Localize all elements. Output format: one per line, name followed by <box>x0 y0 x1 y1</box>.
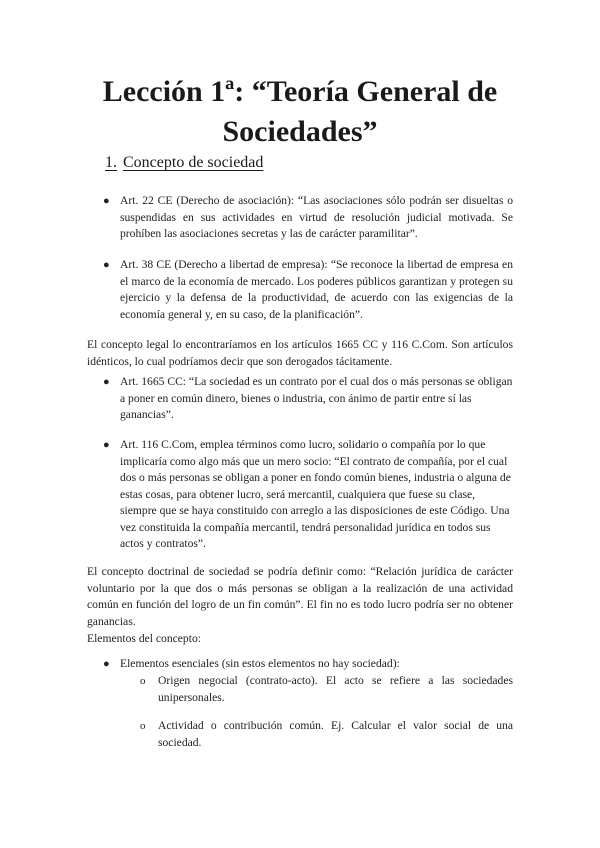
bullet-marker: ● <box>103 376 110 388</box>
section-heading <box>105 153 263 173</box>
bullet-art-116-ccom: Art. 116 C.Com, emplea términos como lucro, solidario o compañía por lo que implicaría como algo más que un mero socio: “El contrato de compañía, por el cual dos o más personas se obligan a poner en fondo común bienes, industria o alguna de estas cosas, para obtener lucro, será mercantil, cualquiera que fuese su clase, siempre que se haya constituido con arreglo a las disposiciones de este Código. Una vez constituida la compañía mercantil, tendrá personalidad jurídica en todos sus actos y contratos”. <box>120 438 511 550</box>
bullet-marker: ● <box>103 439 110 451</box>
bullet-art-1665-cc: Art. 1665 CC: “La sociedad es un contrato por el cual dos o más personas se obligan a poner en común dinero, bienes o industria, con ánimo de partir entre sí las ganancias”. <box>120 375 513 421</box>
paragraph-elementos: Elementos del concepto: <box>87 632 201 645</box>
sub-item-actividad-comun: Actividad o contribución común. Ej. Calcular el valor social de una sociedad. <box>158 719 513 749</box>
page-title: Lección 1ª: “Teoría General de Sociedades” <box>102 75 498 148</box>
sub-item-origen-negocial: Origen negocial (contrato-acto). El acto se refiere a las sociedades unipersonales. <box>158 674 513 704</box>
bullet-marker: ● <box>103 658 110 670</box>
paragraph-concepto-doctrinal: El concepto doctrinal de sociedad se podría definir como: “Relación jurídica de carácter voluntario por la que dos o más personas se obligan a la realización de una actividad común en función del logro de un fin común”. El fin no es todo lucro podría ser no obtener ganancias. <box>87 565 513 628</box>
bullet-elementos-esenciales: Elementos esenciales (sin estos elementos no hay sociedad): <box>120 657 400 670</box>
bullet-marker: ● <box>103 195 110 207</box>
bullet-art-22-ce: Art. 22 CE (Derecho de asociación): “Las asociaciones sólo podrán ser disueltas o suspendidas en sus actividades en virtud de resolución judicial motivada. Se prohíben las asociaciones secretas y las de carácter paramilitar”. <box>120 194 513 240</box>
section-label: Concepto de sociedad <box>123 154 264 171</box>
bullet-marker: ● <box>103 259 110 271</box>
bullet-art-38-ce: Art. 38 CE (Derecho a libertad de empresa): “Se reconoce la libertad de empresa en el marco de la economía de mercado. Los poderes públicos garantizan y protegen su ejercicio y la defensa de la productividad, de acuerdo con las exigencias de la economía general y, en su caso, de la planificación”. <box>120 258 513 321</box>
paragraph-concepto-legal: El concepto legal lo encontraríamos en los artículos 1665 CC y 116 C.Com. Son artículos idénticos, lo cual podríamos decir que son derogados tácitamente. <box>87 338 513 368</box>
sub-bullet-marker: o <box>140 720 146 732</box>
sub-bullet-marker: o <box>140 675 146 687</box>
section-number: 1. <box>105 154 117 171</box>
